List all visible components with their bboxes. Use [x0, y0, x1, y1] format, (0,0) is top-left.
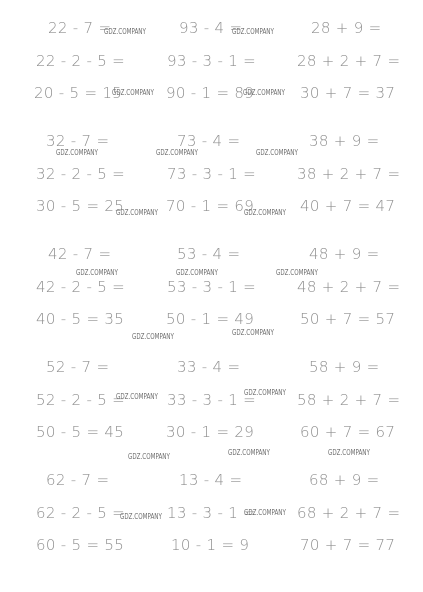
equation: 68 + 2 + 7 =: [297, 504, 401, 522]
watermark: GDZ.COMPANY: [328, 448, 370, 457]
equation: 50 + 7 = 57: [300, 310, 396, 328]
equation: 62 - 2 - 5 =: [36, 504, 126, 522]
equation: 62 - 7 =: [46, 471, 110, 489]
equation: 50 - 5 = 45: [36, 423, 125, 441]
equation: 73 - 4 =: [177, 132, 241, 150]
watermark: GDZ.COMPANY: [104, 27, 146, 36]
watermark: GDZ.COMPANY: [243, 88, 285, 97]
equation: 32 - 7 =: [46, 132, 110, 150]
watermark: GDZ.COMPANY: [56, 148, 98, 157]
watermark: GDZ.COMPANY: [244, 208, 286, 217]
watermark: GDZ.COMPANY: [76, 268, 118, 277]
watermark: GDZ.COMPANY: [232, 328, 274, 337]
equation: 30 - 5 = 25: [36, 197, 125, 215]
watermark: GDZ.COMPANY: [116, 392, 158, 401]
equation: 90 - 1 = 89: [166, 84, 255, 102]
equation: 60 + 7 = 67: [300, 423, 396, 441]
watermark: GDZ.COMPANY: [244, 388, 286, 397]
watermark: GDZ.COMPANY: [232, 27, 274, 36]
equation: 30 - 1 = 29: [166, 423, 255, 441]
equation: 68 + 9 =: [309, 471, 380, 489]
equation: 42 - 2 - 5 =: [36, 278, 126, 296]
equation: 58 + 2 + 7 =: [297, 391, 401, 409]
equation: 40 - 5 = 35: [36, 310, 125, 328]
equation: 40 + 7 = 47: [300, 197, 396, 215]
watermark: GDZ.COMPANY: [116, 208, 158, 217]
watermark: GDZ.COMPANY: [132, 332, 174, 341]
equation: 70 - 1 = 69: [166, 197, 255, 215]
equation: 93 - 3 - 1 =: [167, 52, 257, 70]
watermark: GDZ.COMPANY: [228, 448, 270, 457]
equation: 73 - 3 - 1 =: [167, 165, 257, 183]
equation: 60 - 5 = 55: [36, 536, 125, 554]
equation: 52 - 7 =: [46, 358, 110, 376]
equation: 70 + 7 = 77: [300, 536, 396, 554]
equation: 28 + 2 + 7 =: [297, 52, 401, 70]
watermark: GDZ.COMPANY: [276, 268, 318, 277]
equation: 58 + 9 =: [309, 358, 380, 376]
equation: 38 + 2 + 7 =: [297, 165, 401, 183]
equation: 50 - 1 = 49: [166, 310, 255, 328]
equation: 52 - 2 - 5 =: [36, 391, 126, 409]
watermark: GDZ.COMPANY: [156, 148, 198, 157]
watermark: GDZ.COMPANY: [120, 512, 162, 521]
equation: 38 + 9 =: [309, 132, 380, 150]
watermark: GDZ.COMPANY: [176, 268, 218, 277]
watermark: GDZ.COMPANY: [256, 148, 298, 157]
equation: 42 - 7 =: [48, 245, 112, 263]
equation: 30 + 7 = 37: [300, 84, 396, 102]
equation: 20 - 5 = 15: [34, 84, 123, 102]
equation: 33 - 3 - 1 =: [167, 391, 257, 409]
equation: 53 - 4 =: [177, 245, 241, 263]
equation: 48 + 2 + 7 =: [297, 278, 401, 296]
equation: 13 - 4 =: [179, 471, 243, 489]
equation: 22 - 2 - 5 =: [36, 52, 126, 70]
equation: 93 - 4 =: [179, 19, 243, 37]
equation: 33 - 4 =: [177, 358, 241, 376]
watermark: GDZ.COMPANY: [244, 508, 286, 517]
equation: 48 + 9 =: [309, 245, 380, 263]
equation: 10 - 1 = 9: [171, 536, 250, 554]
equation: 28 + 9 =: [311, 19, 382, 37]
equation: 53 - 3 - 1 =: [167, 278, 257, 296]
equation: 13 - 3 - 1 =: [167, 504, 257, 522]
watermark: GDZ.COMPANY: [128, 452, 170, 461]
equation: 22 - 7 =: [48, 19, 112, 37]
equation: 32 - 2 - 5 =: [36, 165, 126, 183]
watermark: GDZ.COMPANY: [112, 88, 154, 97]
